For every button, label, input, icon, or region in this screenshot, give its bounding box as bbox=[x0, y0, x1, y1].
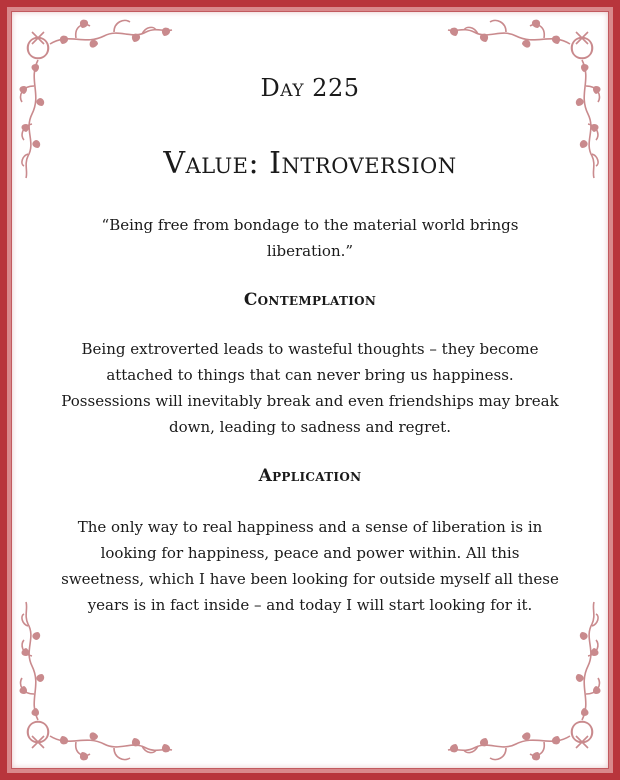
day-title: Day 225 bbox=[260, 74, 360, 102]
contemplation-body: Being extroverted leads to wasteful thoughts – they become attached to things that can never bring us happiness. Possessions will inevitably break and even friendships may break down, leading to sadness and regret. bbox=[61, 340, 559, 436]
contemplation-heading: Contemplation bbox=[243, 290, 377, 310]
corner-ornament-bottom-right-icon bbox=[436, 596, 606, 766]
corner-ornament-bottom-left-icon bbox=[14, 596, 184, 766]
application-heading: Application bbox=[258, 466, 362, 486]
page-content bbox=[60, 70, 560, 618]
quote-text: “Being free from bondage to the material world brings liberation.” bbox=[101, 216, 519, 260]
application-body: The only way to real happiness and a sense of liberation is in looking for happiness, peace and power within. All this sweetness, which I have been looking for outside myself all these years is in fact inside – and today I will start looking for it. bbox=[61, 518, 559, 614]
value-title: Value: Introversion bbox=[163, 146, 457, 181]
